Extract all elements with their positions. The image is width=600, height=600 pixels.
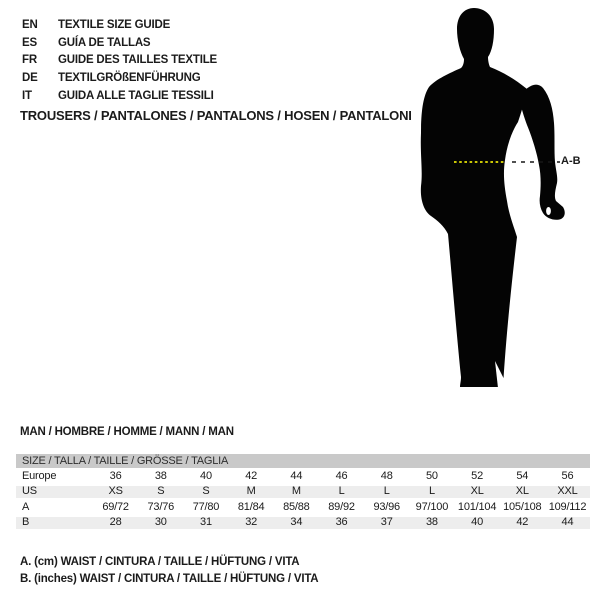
man-silhouette-arm <box>519 85 565 220</box>
row-label: Europe <box>22 469 57 482</box>
size-cell: 36 <box>335 516 348 529</box>
language-row-it <box>22 87 217 105</box>
size-cell: M <box>291 485 301 498</box>
table-row-europe <box>16 468 590 484</box>
size-cell: 37 <box>380 516 393 529</box>
row-label: B <box>22 516 30 529</box>
size-cell: 48 <box>380 469 393 482</box>
size-cell: XL <box>515 485 529 498</box>
size-cell: L <box>428 485 435 498</box>
size-cell: 89/92 <box>328 500 355 513</box>
size-cell: 85/88 <box>283 500 310 513</box>
size-cell: 46 <box>335 469 348 482</box>
language-code: FR <box>22 54 37 67</box>
size-cell: 73/76 <box>147 500 175 513</box>
measure-label-ab: A-B <box>561 155 581 167</box>
language-code: EN <box>22 18 38 31</box>
size-cell: 28 <box>109 516 122 529</box>
size-cell: 40 <box>200 469 212 482</box>
size-cell: 38 <box>154 469 167 482</box>
language-title: TEXTILGRÖßENFÜHRUNG <box>58 72 201 85</box>
man-silhouette-body <box>421 8 530 387</box>
size-cell: L <box>383 485 390 498</box>
size-cell: 69/72 <box>102 500 129 513</box>
row-label: A <box>22 500 30 513</box>
language-code: IT <box>22 90 32 103</box>
language-row-de <box>22 69 217 87</box>
category-title: TROUSERS / PANTALONES / PANTALONS / HOSEN / PANTALONI <box>20 108 412 123</box>
size-cell: XS <box>108 485 123 498</box>
size-cell: 44 <box>290 469 303 482</box>
hand-notch <box>546 207 551 215</box>
size-cell: S <box>202 485 210 498</box>
language-title: GUIDE DES TAILLES TEXTILE <box>58 54 217 67</box>
size-cell: 105/108 <box>503 500 542 513</box>
language-guide-list <box>22 16 217 105</box>
size-table-header-label: SIZE / TALLA / TAILLE / GRÖSSE / TAGLIA <box>22 455 229 467</box>
size-cell: 50 <box>425 469 438 482</box>
size-cell: 97/100 <box>415 500 449 513</box>
size-cell: 54 <box>516 469 529 482</box>
language-row-fr <box>22 52 217 70</box>
size-table-header <box>16 454 590 468</box>
size-cell: 101/104 <box>457 500 497 513</box>
size-cell: XL <box>470 485 484 498</box>
size-table <box>16 454 590 530</box>
size-cell: 42 <box>516 516 529 529</box>
language-row-en <box>22 16 217 34</box>
language-title: TEXTILE SIZE GUIDE <box>58 18 171 31</box>
size-cell: 36 <box>109 469 122 482</box>
row-label: US <box>22 485 37 498</box>
footnote-b: B. (inches) WAIST / CINTURA / TAILLE / HÜFTUNG / VITA <box>20 573 319 585</box>
size-cell: 77/80 <box>192 500 220 513</box>
footnote-a: A. (cm) WAIST / CINTURA / TAILLE / HÜFTUNG / VITA <box>20 556 300 568</box>
size-cell: 81/84 <box>237 500 265 513</box>
size-cell: L <box>338 485 345 498</box>
language-title: GUÍA DE TALLAS <box>58 36 151 49</box>
table-row-us <box>16 484 590 500</box>
size-cell: 93/96 <box>373 500 400 513</box>
size-cell: 38 <box>425 516 438 529</box>
table-row-b-inches <box>16 515 590 531</box>
size-cell: 30 <box>154 516 167 529</box>
size-cell: 52 <box>471 469 484 482</box>
size-cell: 34 <box>290 516 303 529</box>
man-silhouette-svg <box>415 5 590 390</box>
language-title: GUIDA ALLE TAGLIE TESSILI <box>58 90 214 103</box>
language-code: ES <box>22 36 37 49</box>
size-cell: M <box>246 485 256 498</box>
size-cell: 40 <box>471 516 484 529</box>
size-cell: 109/112 <box>548 500 587 513</box>
language-row-es <box>22 34 217 52</box>
size-cell: 56 <box>561 469 574 482</box>
section-title-man: MAN / HOMBRE / HOMME / MANN / MAN <box>20 426 234 438</box>
size-cell: XXL <box>557 485 578 498</box>
size-cell: 32 <box>245 516 258 529</box>
size-cell: 31 <box>200 516 212 529</box>
language-code: DE <box>22 72 38 85</box>
measurement-footnotes <box>20 554 318 588</box>
table-row-a-cm <box>16 499 590 515</box>
man-silhouette-figure <box>415 5 590 390</box>
size-cell: 44 <box>561 516 574 529</box>
size-cell: S <box>157 485 165 498</box>
size-cell: 42 <box>245 469 258 482</box>
